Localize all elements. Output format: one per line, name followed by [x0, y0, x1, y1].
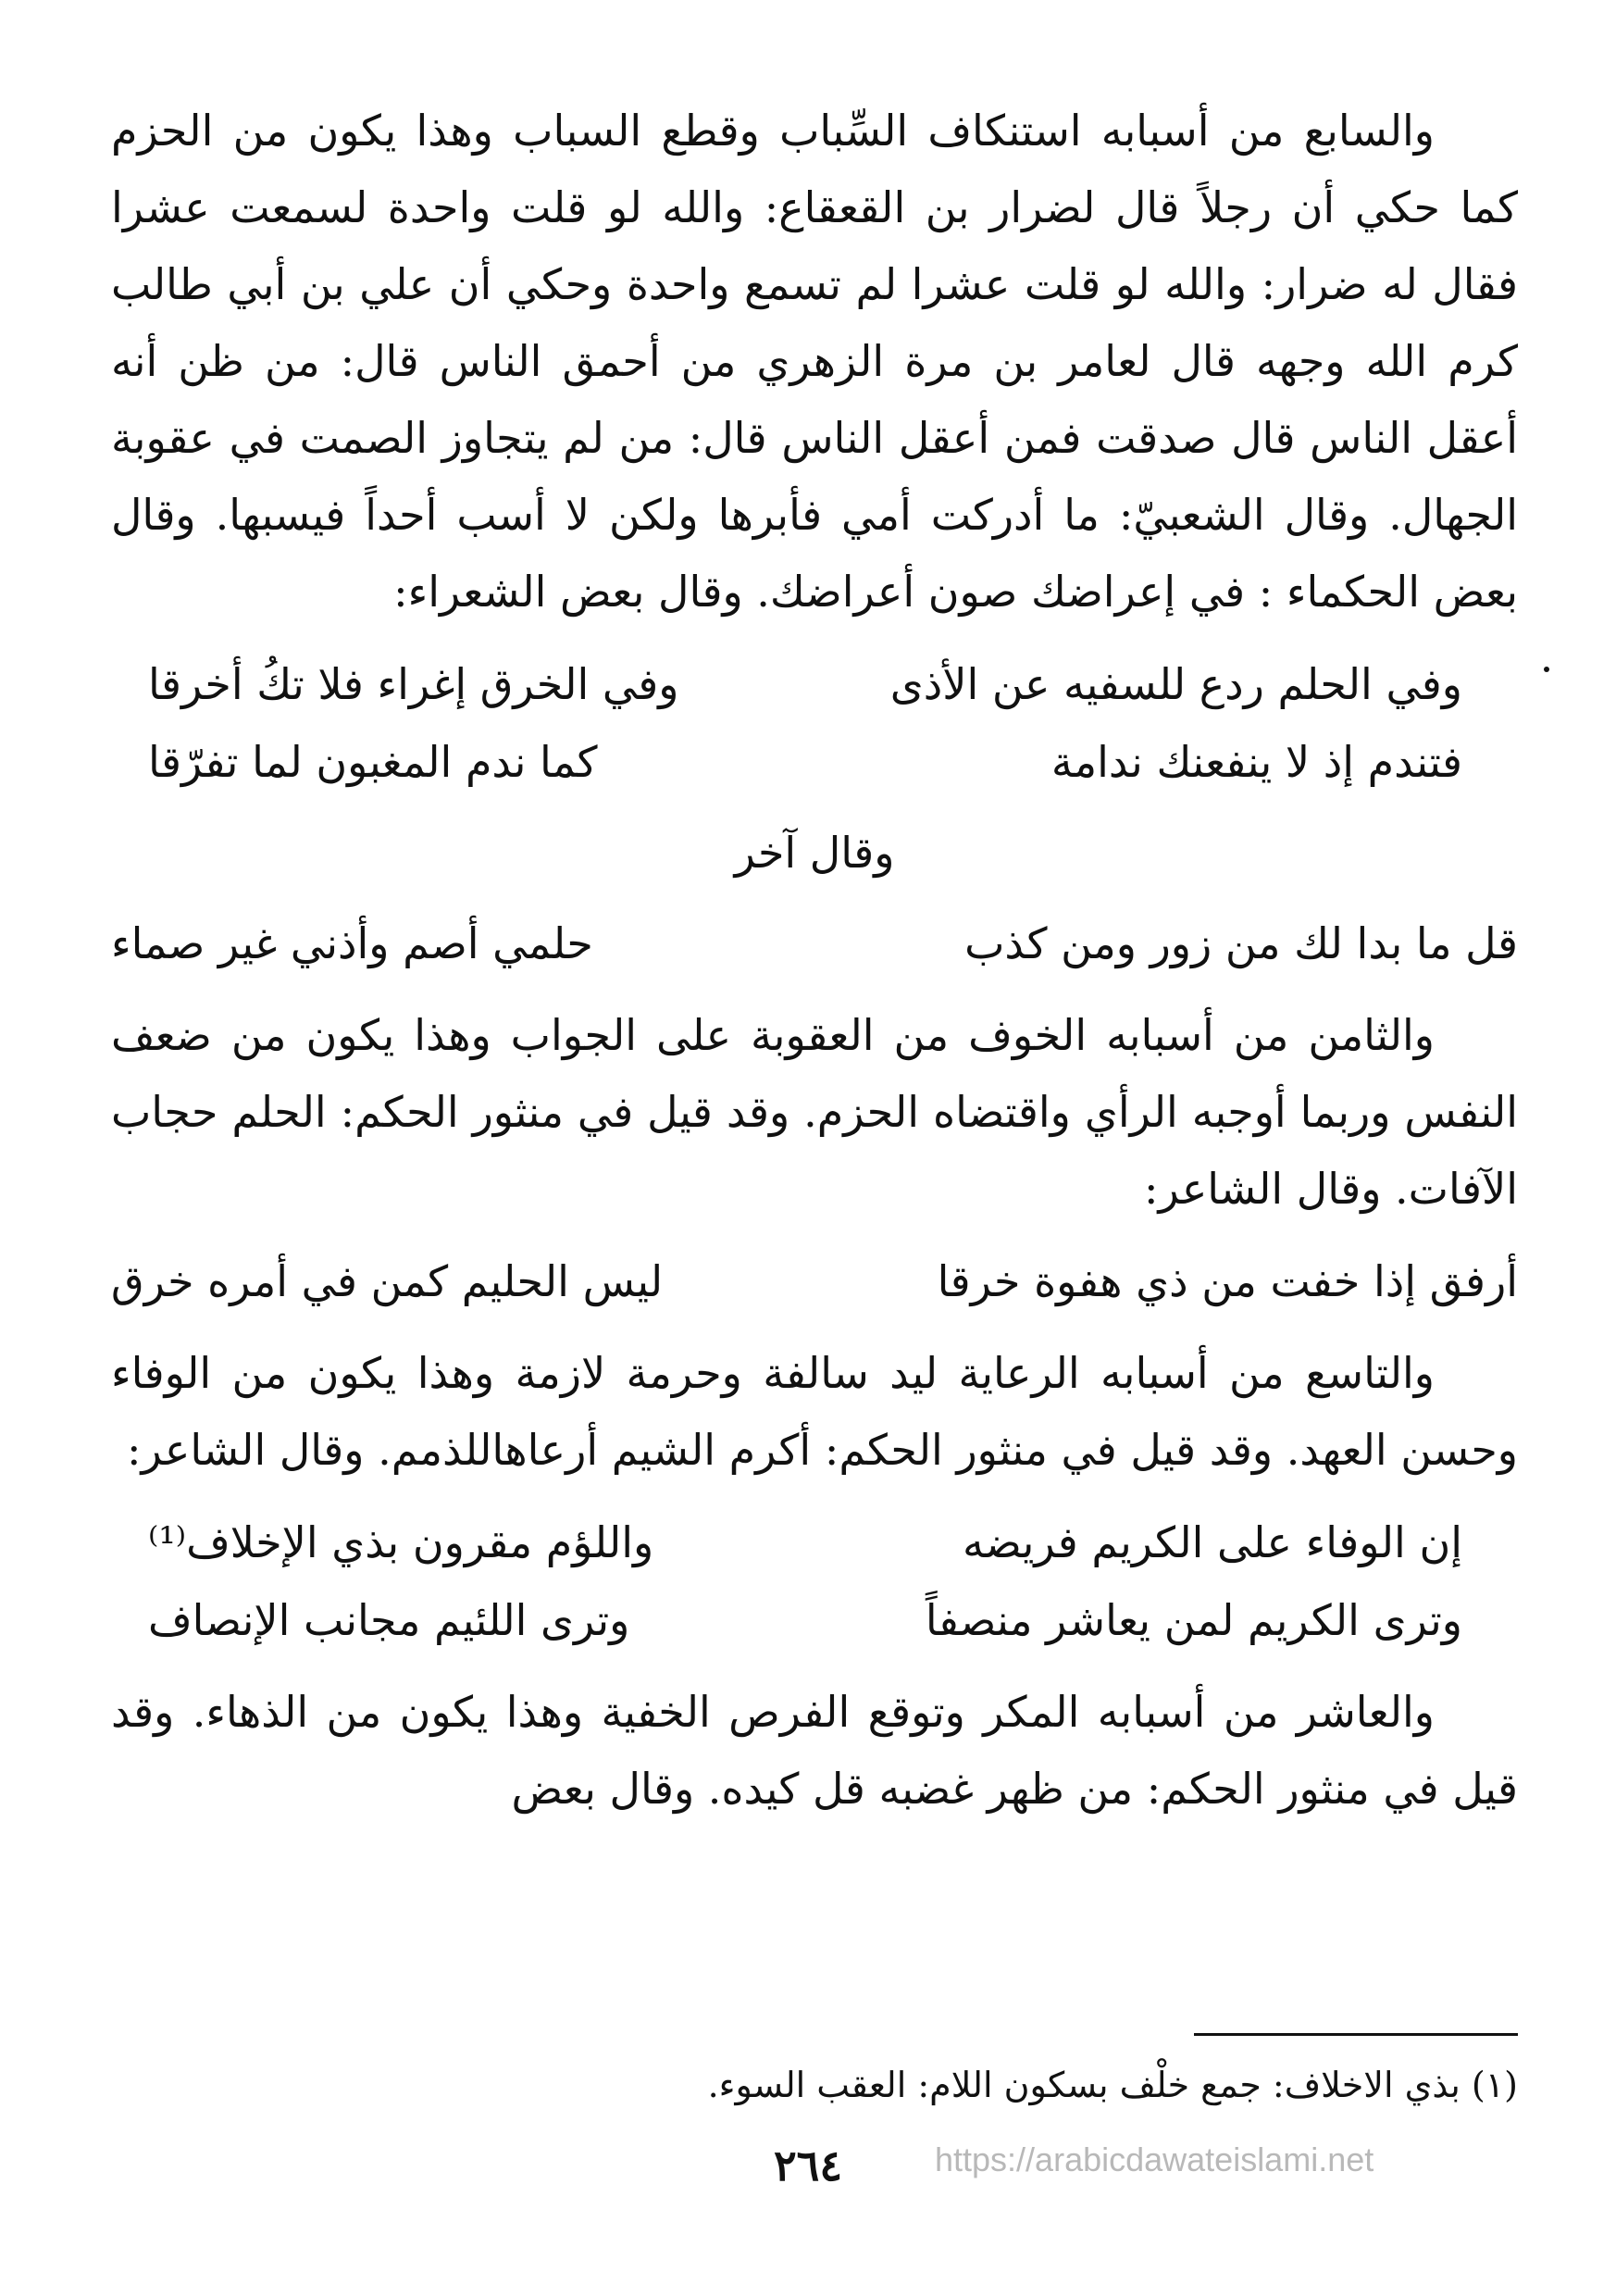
verse-heading-another: وقال آخر — [734, 828, 895, 878]
verse-hemistich-left: ليس الحليم كمن في أمره خرق — [111, 1256, 664, 1306]
verse-block-1 — [111, 645, 1518, 801]
paragraph-tenth-cause: والعاشر من أسبابه المكر وتوقع الفرص الخفية وهذا يكون من الذهاء. وقد قيل في منثور الحكم: من ظهر غضبه قل كيده. وقال بعض — [111, 1687, 1518, 1814]
verse-line — [111, 905, 1518, 982]
margin-dot — [1544, 667, 1549, 672]
page-number: ٢٦٤ — [773, 2140, 843, 2190]
verse-line — [148, 723, 1462, 801]
verse-hemistich-right: إن الوفاء على الكريم فريضه — [963, 1517, 1462, 1567]
verse-hemistich-right: أرفق إذا خفت من ذي هفوة خرقا — [937, 1256, 1518, 1306]
paragraph-seventh-cause: والسابع من أسبابه استنكاف السِّباب وقطع السباب وهذا يكون من الحزم كما حكي أن رجلاً قال لضرار بن القعقاع: والله لو قلت واحدة لسمعت عشرا فقال له ضرار: والله لو قلت عشرا لم تسمع واحدة وحكي أن علي بن أبي طالب كرم الله وجهه قال لعامر بن مرة الزهري من أحمق الناس قال: من ظن أنه أعقل الناس قال صدقت فمن أعقل الناس قال: من لم يتجاوز الصمت في عقوبة الجهال. وقال الشعبيّ: ما أدركت أمي فأبرها ولكن لا أسب أحداً فيسبها. وقال بعض الحكماء : في إعراضك صون أعراضك. وقال بعض الشعراء: — [111, 106, 1518, 617]
verse-line — [148, 1581, 1462, 1659]
verse-hemistich-right: فتندم إذ لا ينفعنك ندامة — [1050, 737, 1462, 787]
verse-block-2 — [111, 905, 1518, 982]
verse-block-3 — [111, 1242, 1518, 1320]
verse-hemistich-left: وفي الخرق إغراء فلا تكُ أخرقا — [148, 659, 679, 709]
paragraph-eighth-cause: والثامن من أسبابه الخوف من العقوبة على الجواب وهذا يكون من ضعف النفس وربما أوجبه الرأي واقتضاه الحزم. وقد قيل في منثور الحكم: الحلم حجاب الآفات. وقال الشاعر: — [111, 1010, 1518, 1214]
verse-hemistich-left: كما ندم المغبون لما تفرّقا — [148, 737, 598, 787]
verse-hemistich-right: وفي الحلم ردع للسفيه عن الأذى — [889, 659, 1462, 709]
verse-line — [148, 1504, 1462, 1581]
verse-hemistich-left: حلمي أصم وأذني غير صماء — [111, 918, 593, 968]
footnote-divider — [1194, 2033, 1518, 2036]
verse-hemistich-left: وترى اللئيم مجانب الإنصاف — [148, 1595, 630, 1645]
verse-line — [148, 645, 1462, 723]
verse-line — [111, 1242, 1518, 1320]
page-body — [111, 93, 1518, 1839]
paragraph-ninth-cause: والتاسع من أسبابه الرعاية ليد سالفة وحرمة لازمة وهذا يكون من الوفاء وحسن العهد. وقد قيل في منثور الحكم: أكرم الشيم أرعاهاللذمم. وقال الشاعر: — [111, 1348, 1518, 1475]
verse-hemistich-right: وترى الكريم لمن يعاشر منصفاً — [925, 1595, 1462, 1645]
watermark-url: https://arabicdawateislami.net — [935, 2140, 1374, 2178]
footnote: (١) بذي الاخلاف: جمع خلْف بسكون اللام: العقب السوء. — [707, 2065, 1518, 2105]
verse-hemistich-right: قل ما بدا لك من زور ومن كذب — [964, 918, 1518, 968]
verse-hemistich-left: واللؤم مقرون بذي الإخلاف⁽¹⁾ — [148, 1517, 654, 1567]
verse-block-4 — [111, 1504, 1518, 1659]
